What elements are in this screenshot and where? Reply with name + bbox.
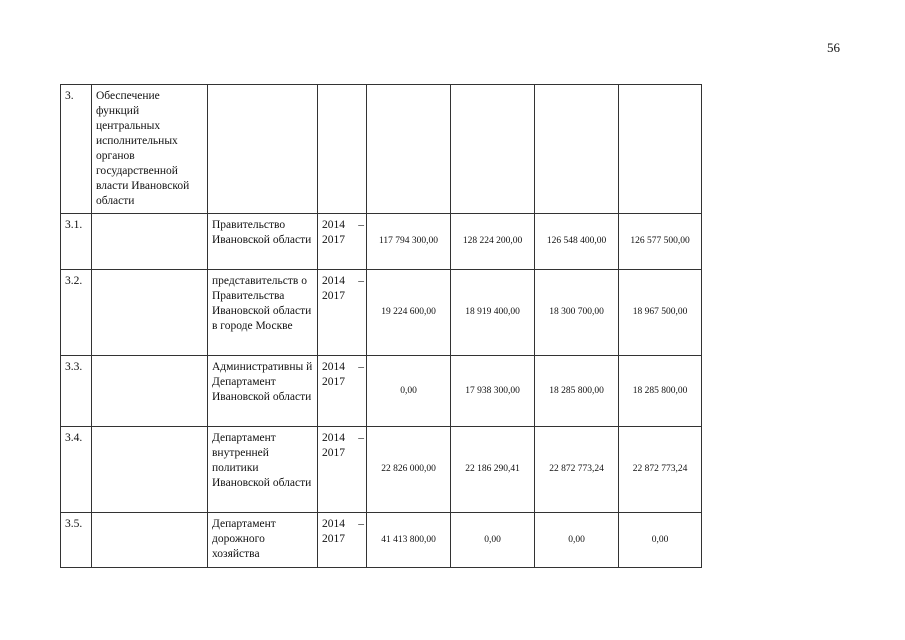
row-number: 3.2. [61, 270, 92, 356]
value-cell: 22 186 290,41 [451, 427, 535, 513]
value-cell: 41 413 800,00 [367, 513, 451, 568]
value-cell: 0,00 [535, 513, 619, 568]
period-start: 2014 [322, 432, 345, 444]
value-cell: 17 938 300,00 [451, 356, 535, 427]
value-cell: 126 577 500,00 [619, 214, 702, 270]
value-cell [535, 85, 619, 214]
period [318, 214, 367, 270]
period [318, 427, 367, 513]
period-end: 2017 [322, 234, 345, 246]
program-name [92, 214, 208, 270]
period [318, 85, 367, 214]
program-name [92, 513, 208, 568]
executor-name: Правительство Ивановской области [208, 214, 318, 270]
program-name [92, 356, 208, 427]
value-cell: 18 967 500,00 [619, 270, 702, 356]
period-end: 2017 [322, 533, 345, 545]
executor-name: представительств о Правительства Ивановской области в городе Москве [208, 270, 318, 356]
period-end: 2017 [322, 376, 345, 388]
period-start: 2014 [322, 361, 345, 373]
value-cell [451, 85, 535, 214]
period-end: 2017 [322, 290, 345, 302]
period-start: 2014 [322, 219, 345, 231]
budget-table [60, 84, 702, 568]
period [318, 356, 367, 427]
value-cell: 126 548 400,00 [535, 214, 619, 270]
period [318, 270, 367, 356]
program-name [92, 427, 208, 513]
value-cell: 0,00 [451, 513, 535, 568]
program-name [92, 270, 208, 356]
value-cell: 18 919 400,00 [451, 270, 535, 356]
value-cell: 22 872 773,24 [535, 427, 619, 513]
period-dash: – [358, 275, 364, 287]
table-row [61, 214, 702, 270]
row-number: 3. [61, 85, 92, 214]
value-cell: 18 300 700,00 [535, 270, 619, 356]
table-row [61, 85, 702, 214]
value-cell: 128 224 200,00 [451, 214, 535, 270]
value-cell: 0,00 [367, 356, 451, 427]
row-number: 3.1. [61, 214, 92, 270]
executor-name: Административны й Департамент Ивановской области [208, 356, 318, 427]
value-cell: 22 872 773,24 [619, 427, 702, 513]
row-number: 3.5. [61, 513, 92, 568]
value-cell: 117 794 300,00 [367, 214, 451, 270]
period-dash: – [358, 432, 364, 444]
executor-name: Департамент дорожного хозяйства [208, 513, 318, 568]
period [318, 513, 367, 568]
table-row [61, 427, 702, 513]
page-number: 56 [827, 40, 840, 55]
table-row [61, 356, 702, 427]
period-start: 2014 [322, 518, 345, 530]
period-dash: – [358, 518, 364, 530]
value-cell: 22 826 000,00 [367, 427, 451, 513]
value-cell: 19 224 600,00 [367, 270, 451, 356]
executor-name: Департамент внутренней политики Ивановской области [208, 427, 318, 513]
table-row [61, 270, 702, 356]
period-dash: – [358, 219, 364, 231]
row-number: 3.3. [61, 356, 92, 427]
executor-name [208, 85, 318, 214]
period-dash: – [358, 361, 364, 373]
period-end: 2017 [322, 447, 345, 459]
program-name: Обеспечение функций центральных исполнительных органов государственной власти Ивановской области [92, 85, 208, 214]
row-number: 3.4. [61, 427, 92, 513]
table-row [61, 513, 702, 568]
value-cell [619, 85, 702, 214]
value-cell: 18 285 800,00 [619, 356, 702, 427]
period-start: 2014 [322, 275, 345, 287]
value-cell: 18 285 800,00 [535, 356, 619, 427]
value-cell: 0,00 [619, 513, 702, 568]
value-cell [367, 85, 451, 214]
